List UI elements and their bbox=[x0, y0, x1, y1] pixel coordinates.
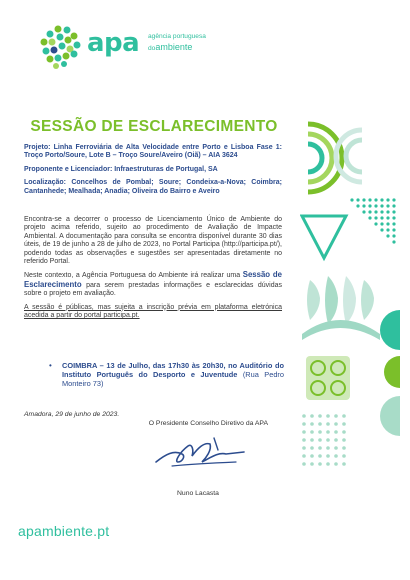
sprout-icon bbox=[302, 276, 380, 340]
logo-subtitle-line2 bbox=[148, 42, 192, 52]
apa-logo-icon bbox=[36, 22, 84, 70]
date-line: Amadora, 29 de junho de 2023. bbox=[24, 411, 120, 418]
registration-note: A sessão é públicas, mas sujeita a inscrição prévia em plataforma eletrónica acedida a partir do portal participa.pt. bbox=[24, 303, 282, 320]
bullet-icon: • bbox=[49, 361, 52, 370]
event-address: (Rua Pedro Monteiro 73) bbox=[62, 369, 284, 388]
decorative-shapes bbox=[300, 120, 400, 480]
context-text-2: para serem prestadas informações e esclarecidas dúvidas sobre o projeto em avaliação. bbox=[24, 281, 282, 298]
apa-logo bbox=[36, 22, 206, 70]
dot-grid-icon bbox=[302, 414, 346, 466]
proponent-line: Proponente e Licenciador: Infraestruturas de Portugal, SA bbox=[24, 165, 218, 173]
location-line: Localização: Concelhos de Pombal; Soure; Condeixa-a-Nova; Coimbra; Cantanhede; Mealhada; Anadia; Oliveira do Bairro e Aveiro bbox=[24, 179, 282, 195]
circles-grid-icon bbox=[306, 356, 350, 400]
logo-subtitle-ambiente: ambiente bbox=[155, 42, 193, 52]
session-highlight: Sessão de Esclarecimento bbox=[24, 270, 283, 289]
intro-paragraph: Encontra-se a decorrer o processo de Licenciamento Único de Ambiente do projeto acima referido, sujeito ao procedimento de Avaliação de Impacte Ambiental. A documentação para consulta se encontra disponível durante 30 dias úteis, de 19 de junho a 28 de julho de 2023, no Portal Participa (http://participa.pt/), podendo todas as observações e sugestões ser apresentadas diretamente no referido Portal. bbox=[24, 216, 282, 266]
dotted-triangle-icon bbox=[350, 198, 395, 243]
logo-subtitle-do: do bbox=[148, 45, 156, 52]
signature-image bbox=[152, 432, 252, 472]
page-title: SESSÃO DE ESCLARECIMENTO bbox=[30, 118, 278, 135]
context-paragraph bbox=[24, 271, 282, 298]
logo-subtitle-line1: agência portuguesa bbox=[148, 33, 206, 40]
signer-name: Nuno Lacasta bbox=[177, 490, 219, 497]
logo-wordmark: apa bbox=[87, 28, 140, 58]
concentric-arcs-icon bbox=[308, 124, 362, 192]
triangle-icon bbox=[302, 216, 346, 258]
website-link[interactable]: apambiente.pt bbox=[18, 523, 110, 539]
notice-body bbox=[24, 144, 282, 321]
context-text-1: Neste contexto, a Agência Portuguesa do Ambiente irá realizar uma bbox=[24, 272, 241, 280]
half-circle-icon bbox=[380, 310, 400, 436]
project-line: Projeto: Linha Ferroviária de Alta Velocidade entre Porto e Lisboa Fase 1: Troço Porto/Soure, Lote B – Troço Soure/Aveiro (Oiã) – AIA 3624 bbox=[24, 144, 282, 160]
president-title: O Presidente Conselho Diretivo da APA bbox=[148, 420, 268, 427]
event-item bbox=[49, 361, 284, 388]
event-details: COIMBRA – 13 de Julho, das 17h30 às 20h30, no Auditório do Instituto Português do Desporto e Juventude bbox=[62, 361, 284, 379]
